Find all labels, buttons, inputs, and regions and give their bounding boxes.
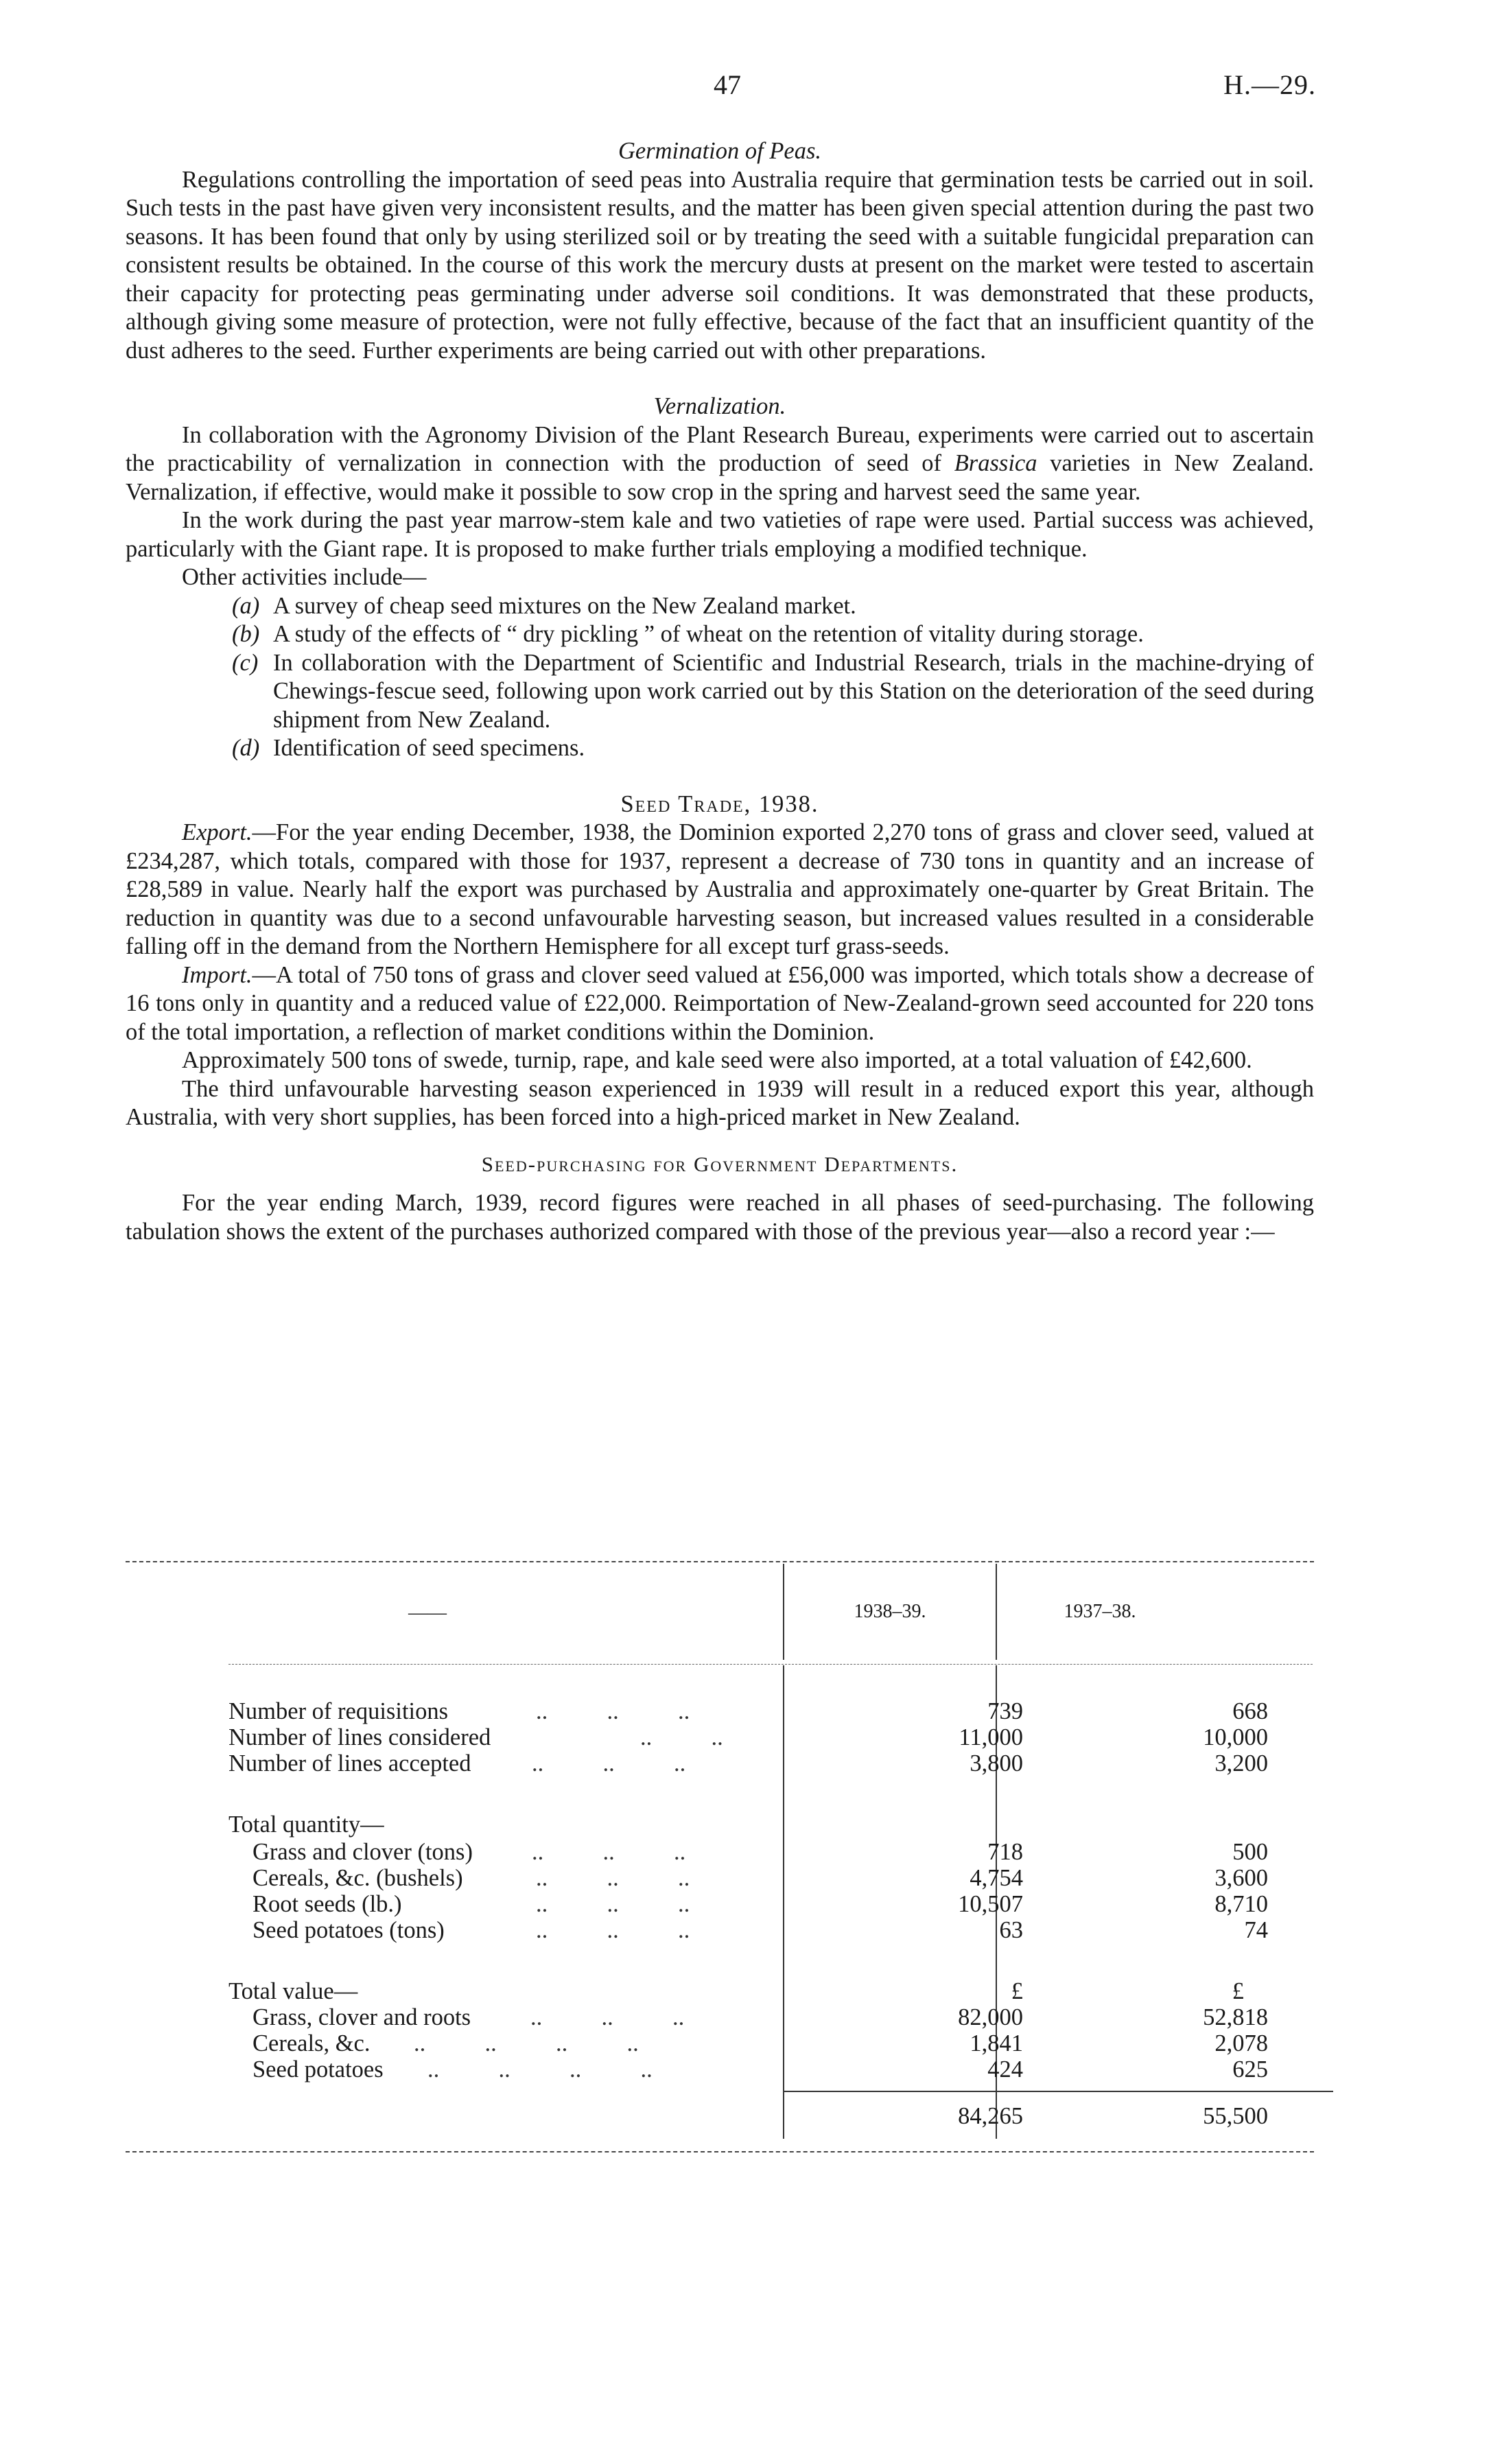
table-row: Cereals, &c. (bushels) .. .. .. 4,754 3,600 [253,1865,1268,1891]
cell-1938: 718 [987,1839,1023,1865]
cell-1937: 3,600 [1214,1865,1268,1891]
row-label: Cereals, &c. [253,2030,371,2056]
cell-1938: 739 [987,1698,1023,1724]
list-item-text: A survey of cheap seed mixtures on the New Zealand market. [273,592,856,619]
table-row: Number of lines accepted .. .. .. 3,800 3,200 [228,1750,1268,1776]
cell-1938: 424 [987,2056,1023,2082]
italic-term: Brassica [954,450,1037,476]
cell-1938: 11,000 [959,1724,1023,1750]
cell-1937: 74 [1244,1917,1268,1943]
table-row: Grass and clover (tons) .. .. .. 718 500 [253,1839,1268,1865]
paragraph-seed-trade-3: Approximately 500 tons of swede, turnip, rape, and kale seed were also imported, at a total valuation of £42,600. [182,1047,1252,1073]
row-label: Grass and clover (tons) [253,1839,473,1865]
cell-1937: 500 [1232,1839,1268,1865]
table-row: Number of lines considered .. .. 11,000 10,000 [228,1724,1268,1750]
list-item-label: (d) [232,735,260,761]
paragraph-vernalization-2: In the work during the past year marrow-stem kale and two vatieties of rape were used. Partial success was achieved, particularly with the Giant rape. It is proposed to make further trials employing a modified technique. [126,507,1314,562]
paragraph-import: Import.—A total of 750 tons of grass and clover seed valued at £56,000 was imported, which totals show a decrease of 16 tons only in quantity and a reduced value of £22,000. Reimportation of New-Zealand-grown seed accounted for 220 tons of the total importation, a reflection of market conditions within the Dominion. [126,961,1314,1045]
cell-1937: 8,710 [1214,1891,1268,1917]
row-label: Number of lines accepted [228,1750,471,1776]
row-label: Seed potatoes [253,2056,384,2082]
cell-1937: 2,078 [1214,2030,1268,2056]
activities-list [126,592,1314,763]
paragraph-seed-trade-4: The third unfavourable harvesting season experienced in 1939 will result in a reduced export this year, although Australia, with very short supplies, has been forced into a high-priced market in New Zealand. [126,1075,1314,1130]
table-row: Root seeds (lb.) .. .. .. 10,507 8,710 [253,1891,1268,1917]
cell-1938: 10,507 [958,1891,1023,1917]
list-item [126,620,1314,649]
row-label: Seed potatoes (tons) [253,1917,445,1943]
list-item-text: In collaboration with the Department of Scientific and Industrial Research, trials in the machine-drying of Chewings-fescue seed, following upon work carried out by this Station on the deterioration of the seed during shipment from New Zealand. [273,649,1314,733]
document-reference: H.—29. [1223,69,1316,100]
table-row: Seed potatoes .. .. .. .. 424 625 [253,2056,1268,2082]
cell-1938: 3,800 [970,1750,1023,1776]
list-item [126,592,1314,621]
paragraph-vernalization-3: Other activities include— [182,564,427,590]
list-item-text: A study of the effects of “ dry pickling ” of wheat on the retention of vitality during storage. [273,621,1144,647]
total-rule [784,2091,1333,2092]
column-header-1938: 1938–39. [854,1601,926,1622]
list-item-label: (a) [232,592,260,619]
header-rule [228,1664,1313,1665]
total-1938: 84,265 [958,2103,1023,2129]
body-text [126,137,1314,1246]
cell-1938: 1,841 [970,2030,1023,2056]
page-number: 47 [714,69,741,100]
section-heading-purchasing: Seed-purchasing for Government Departments. [481,1151,959,1176]
paragraph-vernalization-1: In collaboration with the Agronomy Division of the Plant Research Bureau, experiments were carried out to ascertain the practicability of vernalization in connection with the production of seed of Brassica varieties in New Zealand. Vernalization, if effective, would make it possible to sow crop in the spring and harvest seed the same year. [126,421,1314,505]
list-item [126,734,1314,763]
cell-1938: 82,000 [958,2004,1023,2030]
list-item [126,649,1314,735]
cell-1937: 625 [1232,2056,1268,2082]
row-label: Cereals, &c. (bushels) [253,1865,463,1891]
list-item-text: Identification of seed specimens. [273,735,585,761]
table-row [126,1978,1314,2006]
section-heading-seed-trade: Seed Trade, 1938. [620,790,819,817]
cell-1937: 10,000 [1203,1724,1268,1750]
table-top-rule [126,1561,1314,1562]
row-group-label: Total value— [228,1978,358,2004]
cell-1938: 4,754 [970,1865,1023,1891]
table-total-row [126,2103,1314,2131]
row-label: Number of requisitions [228,1698,449,1724]
paragraph-export: Export.—For the year ending December, 1938, the Dominion exported 2,270 tons of grass and clover seed, valued at £234,287, which totals, compared with those for 1937, represent a decrease of 730 tons in quantity and an increase of £28,589 in value. Nearly half the export was purchased by Australia and approximately one-quarter by Great Britain. The reduction in quantity was due to a second unfavourable harvesting season, but increased values resulted in a considerable falling off in the demand from the Northern Hemisphere for all except turf grass-seeds. [126,819,1314,959]
table-row: Seed potatoes (tons) .. .. .. 63 74 [253,1917,1268,1943]
currency-1938: £ [1011,1978,1023,2004]
cell-1937: 668 [1232,1698,1268,1724]
list-item-label: (b) [232,621,260,647]
column-header-1937: 1937–38. [1064,1601,1136,1622]
table-row [126,1811,1314,1839]
stub-header: —— [408,1602,447,1623]
list-item-label: (c) [232,649,259,676]
total-1937: 55,500 [1203,2103,1268,2129]
table-row: Number of requisitions .. .. .. 739 668 [228,1698,1268,1724]
paragraph-purchasing: For the year ending March, 1939, record figures were reached in all phases of seed-purchasing. The following tabulation shows the extent of the purchases authorized compared with those of the previous year—also a record year :— [126,1190,1314,1245]
row-label: Number of lines considered [228,1724,491,1750]
section-heading-vernalization: Vernalization. [653,393,786,419]
row-label: Grass, clover and roots [253,2004,471,2030]
cell-1937: 52,818 [1203,2004,1268,2030]
row-group-label: Total quantity— [228,1811,384,1838]
table-row: Cereals, &c. .. .. .. .. 1,841 2,078 [253,2030,1268,2056]
cell-1937: 3,200 [1214,1750,1268,1776]
table-bottom-rule [126,2151,1314,2152]
cell-1938: 63 [999,1917,1023,1943]
currency-1937: £ [1232,1978,1244,2004]
section-heading-germination: Germination of Peas. [618,138,822,164]
paragraph-germination: Regulations controlling the importation of seed peas into Australia require that germination tests be carried out in soil. Such tests in the past have given very inconsistent results, and the matter has been given special attention during the past two seasons. It has been found that only by using sterilized soil or by treating the seed with a suitable fungicidal preparation can consistent results be obtained. In the course of this work the mercury dusts at present on the market were tested to ascertain their capacity for protecting peas germinating under adverse soil conditions. It was demonstrated that these products, although giving some measure of protection, were not fully effective, because of the fact that an insufficient quantity of the dust adheres to the seed. Further experiments are being carried out with other preparations. [126,166,1314,364]
table-row: Grass, clover and roots .. .. .. 82,000 52,818 [253,2004,1268,2030]
row-label: Root seeds (lb.) [253,1891,402,1917]
